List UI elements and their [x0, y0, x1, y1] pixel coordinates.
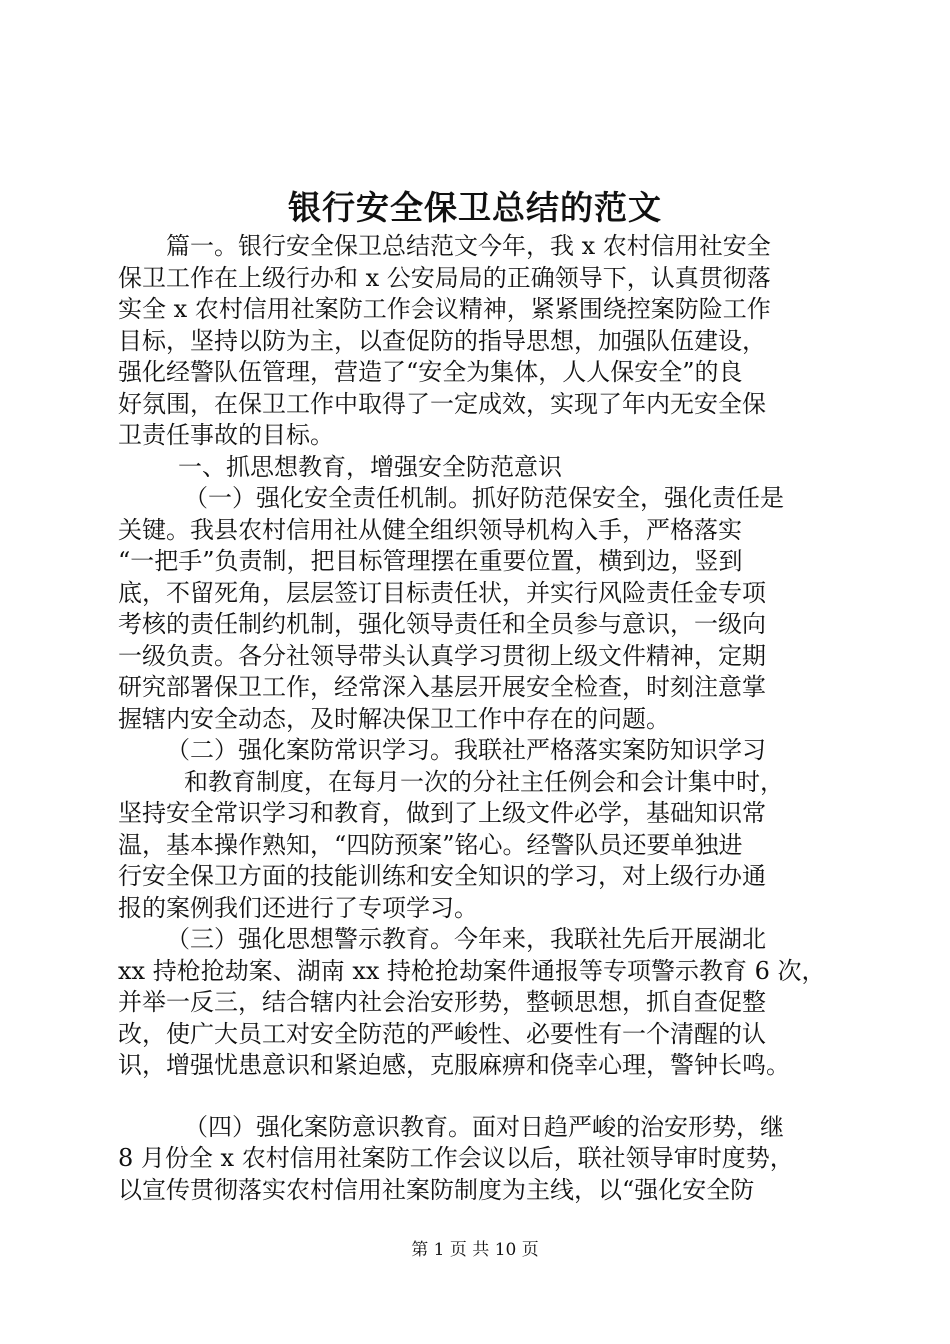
text-line: 研究部署保卫工作，经常深入基层开展安全检查，时刻注意掌 — [118, 673, 766, 701]
text-line: 篇一。银行安全保卫总结范文今年，我 x 农村信用社安全 — [166, 232, 771, 260]
text-line: 考核的责任制约机制，强化领导责任和全员参与意识，一级向 — [118, 610, 766, 638]
text-line: （二）强化案防常识学习。我联社严格落实案防知识学习 — [166, 736, 766, 764]
text-line: 并举一反三，结合辖内社会治安形势，整顿思想，抓自查促整 — [118, 988, 766, 1016]
text-line: “一把手”负责制，把目标管理摆在重要位置，横到边，竖到 — [118, 547, 743, 575]
text-line: 8 月份全 x 农村信用社案防工作会议以后，联社领导审时度势， — [118, 1144, 794, 1172]
text-line: 保卫工作在上级行办和 x 公安局局的正确领导下，认真贯彻落 — [118, 263, 771, 292]
text-line: 报的案例我们还进行了专项学习。 — [118, 893, 478, 922]
text-line: （一）强化安全责任机制。抓好防范保安全，强化责任是 — [184, 484, 784, 512]
text-line: 识，增强忧患意识和紧迫感，克服麻痹和侥幸心理，警钟长鸣。 — [118, 1051, 790, 1079]
page-footer: 第 1 页 共 10 页 — [411, 1240, 539, 1260]
text-line: 卫责任事故的目标。 — [118, 421, 334, 449]
text-line: 目标，坚持以防为主，以查促防的指导思想，加强队伍建设， — [118, 326, 766, 355]
text-line: 实全 x 农村信用社案防工作会议精神，紧紧围绕控案防险工作 — [118, 295, 771, 323]
text-line: 以宣传贯彻落实农村信用社案防制度为主线，以“强化安全防 — [118, 1175, 755, 1204]
text-line: 握辖内安全动态，及时解决保卫工作中存在的问题。 — [118, 704, 670, 733]
text-line: 坚持安全常识学习和教育，做到了上级文件必学，基础知识常 — [118, 799, 766, 827]
text-line: 一级负责。各分社领导带头认真学习贯彻上级文件精神，定期 — [118, 641, 766, 670]
text-line: 底，不留死角，层层签订目标责任状，并实行风险责任金专项 — [118, 578, 766, 607]
text-line: 强化经警队伍管理，营造了“安全为集体，人人保安全”的良 — [118, 358, 743, 386]
paragraph-gap — [118, 1082, 838, 1112]
text-line: 关键。我县农村信用社从健全组织领导机构入手，严格落实 — [118, 515, 742, 544]
document-title: 银行安全保卫总结的范文 — [288, 188, 662, 227]
text-line: xx 持枪抢劫案、湖南 xx 持枪抢劫案件通报等专项警示教育 6 次， — [118, 956, 826, 985]
document-body — [118, 231, 838, 1206]
text-line: 温，基本操作熟知，“四防预案”铭心。经警队员还要单独进 — [118, 830, 743, 859]
text-line: 和教育制度，在每月一次的分社主任例会和会计集中时， — [184, 767, 784, 796]
section-heading: 一、抓思想教育，增强安全防范意识 — [178, 452, 562, 481]
text-line: （四）强化案防意识教育。面对日趋严峻的治安形势，继 — [184, 1112, 784, 1141]
text-line: 好氛围，在保卫工作中取得了一定成效，实现了年内无安全保 — [118, 389, 766, 418]
text-line: 改，使广大员工对安全防范的严峻性、必要性有一个清醒的认 — [118, 1019, 766, 1048]
text-line: 行安全保卫方面的技能训练和安全知识的学习，对上级行办通 — [118, 862, 766, 890]
text-line: （三）强化思想警示教育。今年来，我联社先后开展湖北 — [166, 925, 766, 953]
